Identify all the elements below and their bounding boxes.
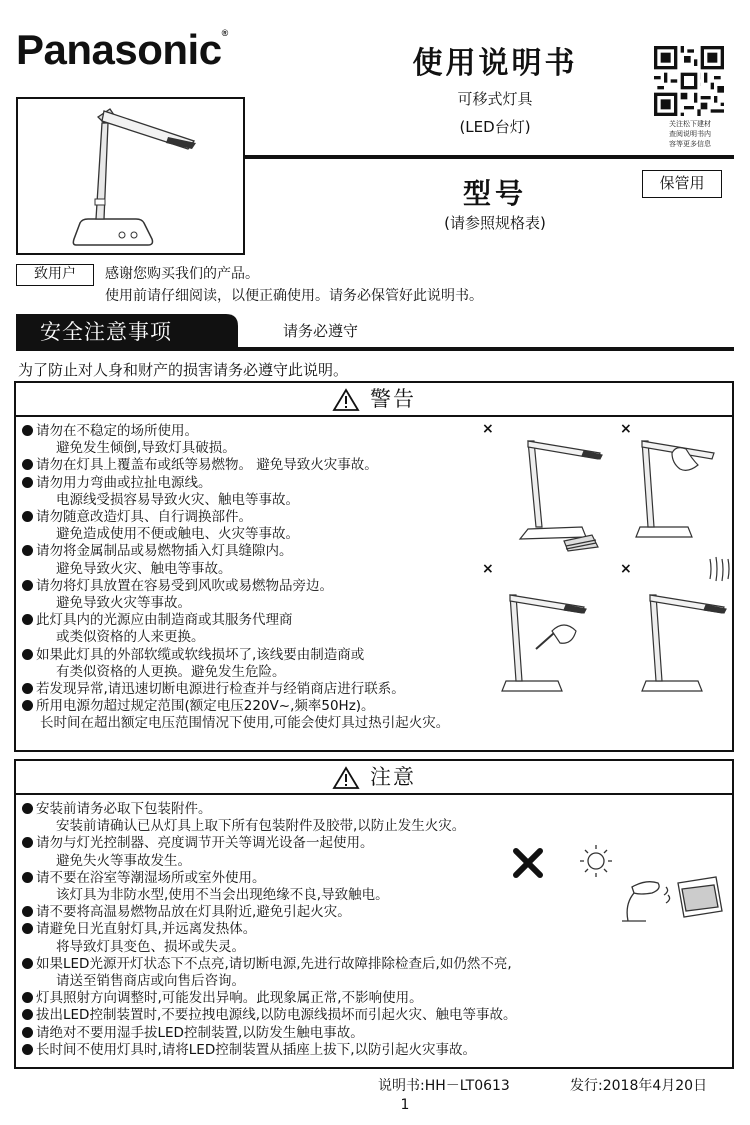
list-item: 此灯具内的光源应由制造商或其服务代理商 [22, 612, 449, 629]
qr-code-icon [654, 46, 724, 116]
to-user-label: 致用户 [16, 264, 94, 286]
heater-icon [664, 877, 722, 917]
to-user-message: 感谢您购买我们的产品。 使用前请仔细阅读，以便正确使用。请务必保管好此说明书。 [105, 266, 483, 304]
caution-heading: 注意 [16, 761, 732, 795]
list-item: 请不要将高温易燃物品放在灯具附近,避免引起火灾。 [22, 904, 517, 921]
brand-logo: Panasonic® [16, 26, 228, 73]
product-name: (LED台灯) [459, 118, 531, 136]
prohibited-mark: × [620, 561, 632, 577]
list-item: 请不要在浴室等潮湿场所或室外使用。 [22, 870, 517, 887]
warning-illustrations [476, 419, 732, 719]
header-divider [245, 155, 734, 159]
prohibited-mark: × [482, 421, 494, 437]
warning-triangle-icon [332, 766, 360, 790]
list-item: 请勿在灯具上覆盖布或纸等易燃物。 避免导致火灾事故。 [22, 457, 449, 474]
list-item: 若发现异常,请迅速切断电源进行检查并与经销商店进行联系。 [22, 681, 449, 698]
list-item: 拔出LED控制装置时,不要拉拽电源线,以防电源线损坏而引起火灾、触电等事故。 [22, 1007, 517, 1024]
list-item: 请避免日光直射灯具,并远离发热体。 [22, 921, 517, 938]
list-item: 请勿将金属制品或易燃物插入灯具缝隙内。 [22, 543, 449, 560]
safety-note: 请务必遵守 [283, 322, 359, 340]
list-item: 请勿将灯具放置在容易受到风吹或易燃物品旁边。 [22, 578, 449, 595]
caution-panel [14, 759, 734, 1069]
prohibited-x-icon [516, 851, 540, 875]
list-item: 如果此灯具的外部软缆或软线损坏了,该线要由制造商或 [22, 647, 449, 664]
lamp-covered-icon [636, 441, 714, 537]
list-item: 请勿在不稳定的场所使用。 [22, 423, 449, 440]
prohibited-mark: × [620, 421, 632, 437]
list-item: 请勿与灯光控制器、亮度调节开关等调光设备一起使用。 [22, 835, 517, 852]
small-lamp-icon [622, 882, 659, 921]
document-title: 使用说明书 [412, 46, 578, 81]
page-number: 1 [400, 1097, 410, 1113]
warning-tail: 长时间在超出额定电压范围情况下使用,可能会使灯具过热引起火灾。 [40, 715, 450, 732]
document-subtitle: 可移式灯具 [457, 90, 533, 108]
lamp-product-icon [18, 99, 243, 253]
list-item: 如果LED光源开灯状态下不点亮,请切断电源,先进行故障排除检查后,如仍然不亮, [22, 956, 517, 973]
warning-heading: 警告 [16, 383, 732, 417]
caution-list: 安装前请务必取下包装附件。 安装前请确认已从灯具上取下所有包装附件及胶带,以防止发生火灾。 请勿与灯光控制器、亮度调节开关等调光设备一起使用。 避免失火等事故发生。 请不要在浴室等潮湿场所或室外使用。 该灯具为非防水型,使用不当会出现绝缘不良,导致触电。 请不要将高温易燃物品放在灯具附近,避免引起火灾。 请避免日光直射灯具,并远离发热体。 将导致灯具变色、损坏或失灵。 如果LED光源开灯状态下不点亮,请切断电源,先进行故障排除检查后,如仍然不亮, 请送至销售商店或向售后咨询。 灯具照射方向调整时,可能发出异响。此现象属正常,不影响使用。 拔出LED控制装置时,不要拉拽电源线,以防电源线损坏而引起火灾、触电等事故。 请绝对不要用湿手拔LED控制装置,以防发生触电事故。 长时间不使用灯具时,请将LED控制装置从插座上拔下,以防引起火灾事故。 [22, 801, 517, 1059]
caution-illustration [506, 841, 726, 931]
keep-label: 保管用 [642, 170, 722, 198]
lamp-unstable-icon [520, 441, 602, 551]
warning-triangle-icon [332, 388, 360, 412]
safety-intro: 为了防止对人身和财产的损害请务必遵守此说明。 [18, 361, 349, 379]
list-item: 灯具照射方向调整时,可能发出异响。此现象属正常,不影响使用。 [22, 990, 517, 1007]
warning-panel [14, 381, 734, 752]
prohibited-mark: × [482, 561, 494, 577]
list-item: 长时间不使用灯具时,请将LED控制装置从插座上拔下,以防引起火灾事故。 [22, 1042, 517, 1059]
lamp-flammable-icon [642, 557, 729, 691]
issue-date: 发行:2018年4月20日 [570, 1078, 708, 1094]
product-image-box [16, 97, 245, 255]
qr-caption: 关注松下建材 查阅说明书内 容等更多信息 [669, 120, 711, 148]
manual-number: 说明书:HH－LT0613 [378, 1078, 510, 1094]
list-item: 请勿用力弯曲或拉扯电源线。 [22, 475, 449, 492]
list-item: 安装前请务必取下包装附件。 [22, 801, 517, 818]
list-item: 请绝对不要用湿手拔LED控制装置,以防发生触电事故。 [22, 1025, 517, 1042]
sun-icon [580, 845, 612, 877]
model-heading: 型号 [462, 177, 527, 210]
warning-list: 请勿在不稳定的场所使用。 避免发生倾倒,导致灯具破损。 请勿在灯具上覆盖布或纸等易燃物。 避免导致火灾事故。 请勿用力弯曲或拉扯电源线。 电源线受损容易导致火灾、触电等事故。 请勿随意改造灯具、自行调换部件。 避免造成使用不便或触电、火灾等事故。 请勿将金属制品或易燃物插入灯具缝隙内。 避免导致火灾、触电等事故。 请勿将灯具放置在容易受到风吹或易燃物品旁边。 避免导致火灾等事故。 此灯具内的光源应由制造商或其服务代理商 或类似资格的人来更换。 如果此灯具的外部软缆或软线损坏了,该线要由制造商或 有类似资格的人更换。避免发生危险。 若发现异常,请迅速切断电源进行检查并与经销商店进行联系。 所用电源勿超过规定范围(额定电压220V~,频率50Hz)。 长时间在超出额定电压范围情况下使用,可能会使灯具过热引起火灾。 [22, 423, 449, 733]
list-item: 请勿随意改造灯具、自行调换部件。 [22, 509, 449, 526]
safety-title: 安全注意事项 [40, 320, 172, 344]
model-note: (请参照规格表) [444, 214, 546, 232]
lamp-modify-icon [502, 595, 586, 691]
list-item: 所用电源勿超过规定范围(额定电压220V~,频率50Hz)。 [22, 698, 449, 715]
